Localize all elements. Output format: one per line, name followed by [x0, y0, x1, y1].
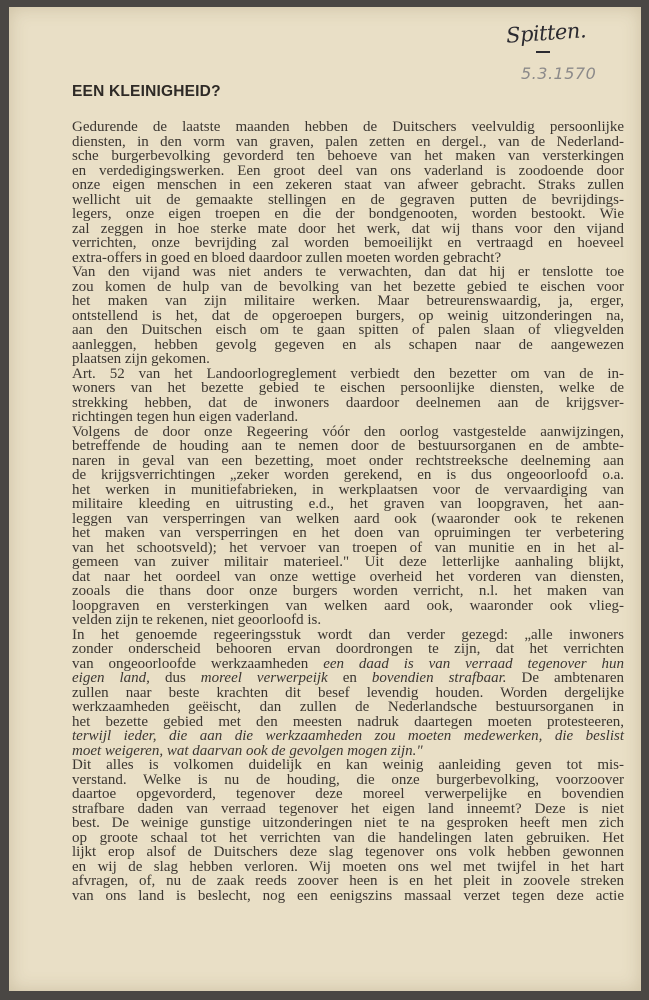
- text-line: zonder onderscheid behooren ervan doordrongen te zijn, dat het verrichten: [72, 641, 624, 657]
- text-line: zullen naar beste krachten dit besef levendig houden. Worden dergelijke: [72, 684, 624, 701]
- text-line: op groote schaal tot het verrichten van die handelingen laten gebruiken. Het: [72, 829, 624, 846]
- text-segment: extra-offers in goed en bloed daardoor zullen moeten worden gebracht?: [72, 249, 502, 266]
- italic-text-segment: een daad is van verraad tegenover hun: [323, 655, 624, 672]
- text-line: lijkt erop alsof de Duitschers deze slag tegenover ons volk hebben gewonnen: [72, 844, 624, 860]
- text-line: gemeen van zuiver militair materieel." Uit deze letterlijke aanhaling blijkt,: [72, 554, 624, 570]
- text-line: zooals die thans door onze burgers worden verricht, n.l. het maken van: [72, 583, 624, 599]
- text-line: wellicht uit de gemaakte stellingen en de gegraven putten de bevrijdings-: [72, 191, 624, 208]
- italic-text-segment: bovendien strafbaar.: [371, 670, 507, 686]
- text-line: In het genoemde regeeringsstuk wordt dan verder gezegd: „alle inwoners: [72, 626, 624, 643]
- archive-stamp-number: 5.3.1570: [521, 64, 597, 83]
- text-segment: velden zijn te rekenen, niet geoorloofd is.: [72, 612, 322, 628]
- text-line: de krijgsverrichtingen „zeker worden gerekend, en is dus ongeoorloofd o.a.: [72, 467, 624, 483]
- text-line: strafbare daden van verraad tegenover het eigen land inneemt? Deze is niet: [72, 800, 624, 817]
- document-title: EEN KLEINIGHEID?: [72, 83, 221, 100]
- text-line: van het schootsveld); het vervoer van troepen of van munitie en in het al-: [72, 539, 624, 556]
- handwritten-annotation: Spitten.: [505, 18, 587, 48]
- text-line: loopgraven en versterkingen van welken aard ook, waaronder ook vlieg-: [72, 597, 624, 614]
- text-line: [72, 352, 624, 367]
- text-line: woners van het bezette gebied te eischen persoonlijke diensten, welke de: [72, 380, 624, 396]
- text-line: naren in geval van een bezetting, moet onder rechtstreeksche deelneming aan: [72, 452, 624, 469]
- italic-text-segment: terwijl ieder, die aan die werkzaamheden zou moeten medewerken, die beslist: [72, 728, 624, 744]
- text-line: Volgens de door onze Regeering vóór den oorlog vastgestelde aanwijzingen,: [72, 423, 624, 440]
- text-line: afvragen, of, nu de zaak reeds zoover heen is en het pleit in zoovele streken: [72, 873, 624, 889]
- text-line: Gedurende de laatste maanden hebben de Duitschers veelvuldig persoonlijke: [72, 119, 624, 135]
- text-line: diensten, in den vorm van graven, palen zetten en dergel., van de Nederland-: [72, 133, 624, 150]
- text-line: leggen van versperringen van welken aard ook (waaronder ook te rekenen: [72, 510, 624, 527]
- text-line: zou komen de hulp van de bevolking van het bezette gebied te eischen voor: [72, 278, 624, 295]
- text-line: en verdedigingswerken. Een groot deel van ons vaderland is zoodoende door: [72, 162, 624, 179]
- text-line: en wij de slag hebben verloren. Wij moeten ons wel met twijfel in het hart: [72, 858, 624, 875]
- text-line: [72, 671, 624, 686]
- text-segment: richtingen tegen hun eigen vaderland.: [72, 409, 299, 425]
- text-line: van ons land is beslecht, nog een eenigszins massaal verzet tegen deze actie: [72, 887, 624, 904]
- text-line: daartoe opgevorderd, tegenover deze moreel verwerpelijke en bovendien: [72, 786, 624, 802]
- text-line: onze eigen menschen in een zekeren staat van afweer gebracht. Straks zullen: [72, 177, 624, 193]
- handwritten-underline: [536, 51, 550, 53]
- text-line: [72, 251, 624, 266]
- document-body: [72, 120, 624, 903]
- text-line: verstand. Welke is nu de houding, die onze burgerbevolking, voorzoover: [72, 771, 624, 788]
- document-page: [9, 7, 641, 991]
- italic-text-segment: moet weigeren, wat daarvan ook de gevolgen mogen zijn.": [72, 742, 423, 759]
- text-line: het maken van versperringen en het doen van opruimingen ter verbetering: [72, 525, 624, 541]
- text-line: [72, 613, 624, 628]
- text-line: aan den Duitschen eisch om te gaan spitten of palen slaan of vliegvelden: [72, 322, 624, 338]
- italic-text-segment: eigen land,: [72, 670, 150, 686]
- text-line: [72, 657, 624, 672]
- text-line: best. De weinige gunstige uitzonderingen niet te na gesproken heeft men zich: [72, 815, 624, 831]
- text-line: Dit alles is volkomen duidelijk en kan weinig aanleiding geven tot mis-: [72, 757, 624, 773]
- text-segment: van ongeoorloofde werkzaamheden: [72, 655, 324, 672]
- text-line: aanleggen, hebben gevolg gegeven en als schapen naar de aangewezen: [72, 336, 624, 353]
- text-segment: plaatsen zijn gekomen.: [72, 351, 210, 367]
- text-line: legers, onze eigen troepen en die der bondgenooten, worden bestookt. Wie: [72, 206, 624, 222]
- text-line: betreffende de houding aan te nemen door de bestuursorganen en de ambte-: [72, 438, 624, 454]
- text-line: het werken in munitiefabrieken, in werkplaatsen voor de vervaardiging van: [72, 481, 624, 498]
- text-line: [72, 729, 624, 744]
- text-line: dat naar het oordeel van onze wettige overheid het vorderen van diensten,: [72, 568, 624, 585]
- text-line: werkzaamheden geëischt, dan zullen de Nederlandsche bestuursorganen in: [72, 699, 624, 715]
- text-line: het maken van zijn militaire werken. Maar betreurenswaardig, ja, erger,: [72, 293, 624, 309]
- text-line: zal zeggen in hoe sterke mate door het werk, dat wij thans voor den vijand: [72, 220, 624, 237]
- text-line: Van den vijand was niet anders te verwachten, dan dat hij er tenslotte toe: [72, 264, 624, 280]
- text-line: [72, 410, 624, 425]
- text-line: [72, 744, 624, 759]
- text-line: verrichten, onze bevrijding zal worden bemoeilijkt en vertraagd en hoeveel: [72, 235, 624, 251]
- text-line: Art. 52 van het Landoorlogreglement verbiedt den bezetter om van de in-: [72, 365, 624, 382]
- text-line: strekking hebben, dat de inwoners daardoor deelnemen aan de krijgsver-: [72, 394, 624, 411]
- text-line: sche burgerbevolking gevorderd ten behoeve van het maken van versterkingen: [72, 148, 624, 164]
- text-line: ontstellend is het, dat de opgeroepen burgers, op weinig uitzonderingen na,: [72, 307, 624, 324]
- text-segment: De ambtenaren: [506, 670, 624, 686]
- text-line: het bezette gebied met den meesten nadruk daartegen moeten protesteeren,: [72, 713, 624, 730]
- italic-text-segment: moreel verwerpeijk: [200, 670, 328, 686]
- text-line: militaire kleeding en uitrusting e.d., het graven van loopgraven, het aan-: [72, 496, 624, 512]
- text-segment: en: [327, 670, 372, 686]
- text-segment: dus: [149, 670, 201, 686]
